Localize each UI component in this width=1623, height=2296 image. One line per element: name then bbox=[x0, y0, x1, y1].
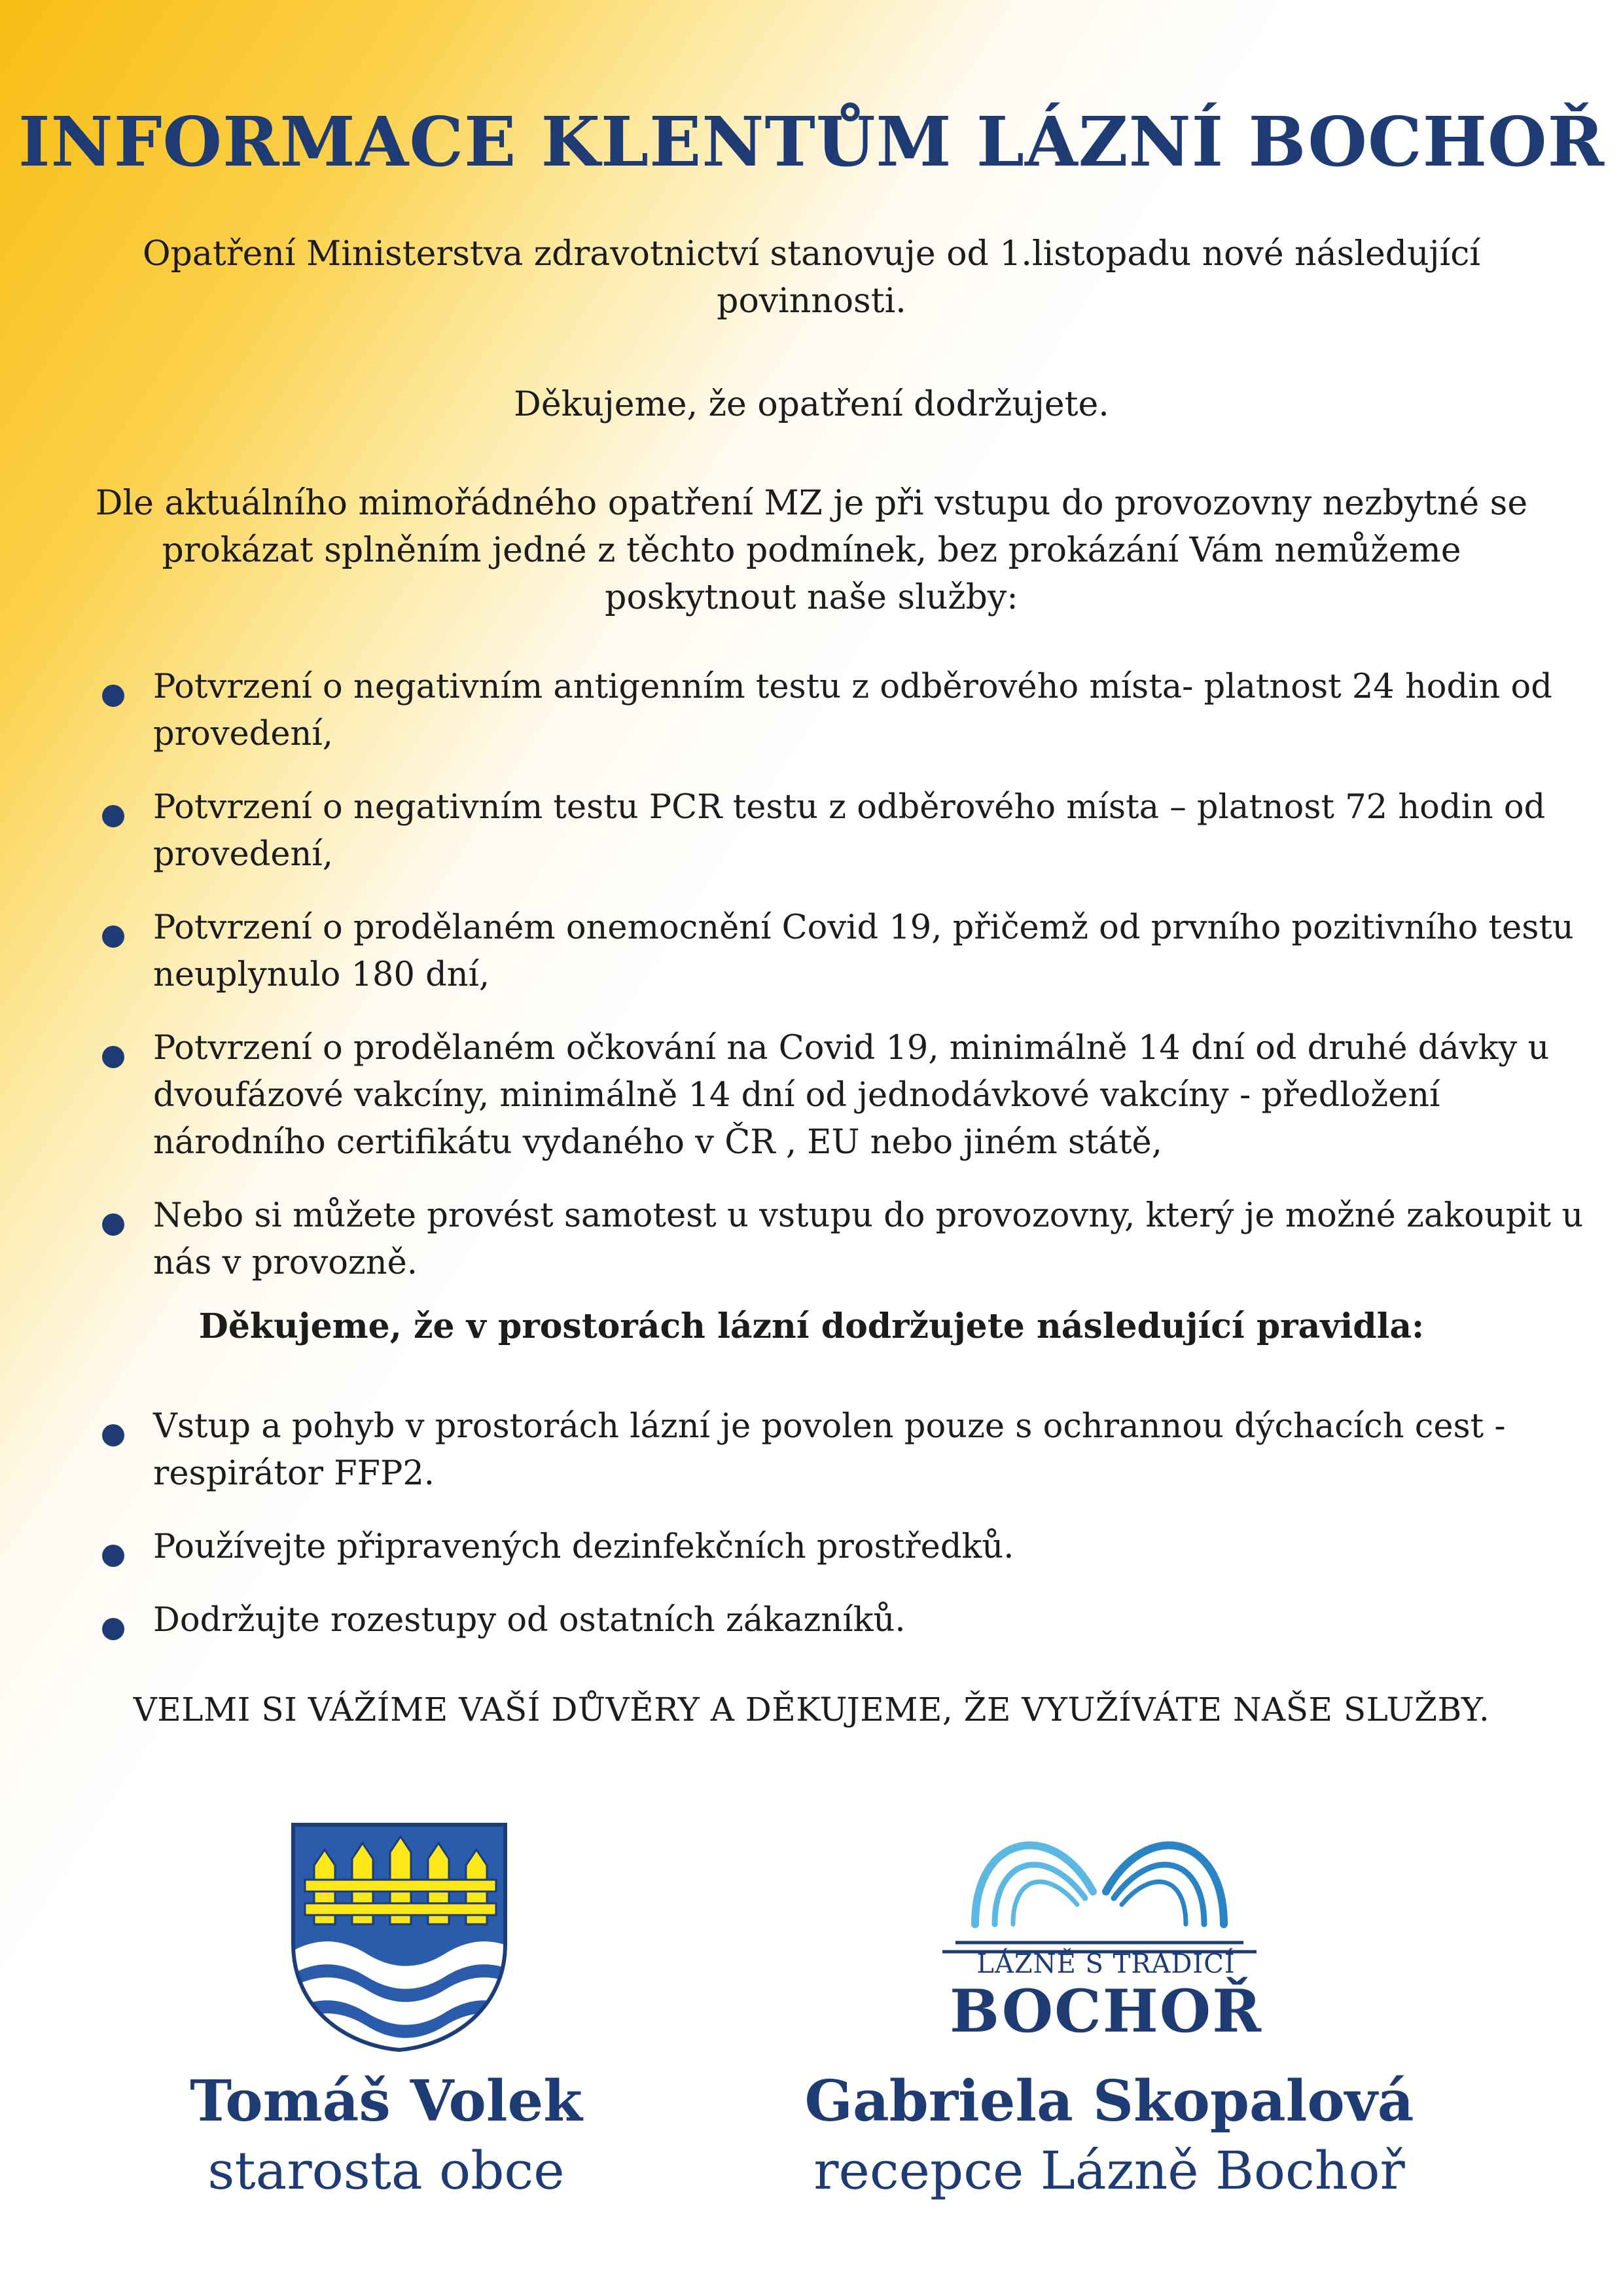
brand-name: BOCHOŘ bbox=[950, 1977, 1262, 2046]
bullet-dot-icon bbox=[102, 805, 124, 827]
brand-tagline: LÁZNĚ S TRADICÍ bbox=[976, 1949, 1236, 1979]
conditions-list bbox=[98, 664, 1584, 1313]
bullet-dot-icon bbox=[102, 1046, 124, 1068]
rules-heading: Děkujeme, že v prostorách lázní dodržujete následující pravidla: bbox=[198, 1306, 1425, 1346]
signature-role-left: starosta obce bbox=[207, 2140, 565, 2201]
list-item bbox=[98, 1403, 1584, 1498]
list-item-text: Potvrzení o prodělaném očkování na Covid 19, minimálně 14 dní od druhé dávky u dvoufázové vakcíny, minimálně 14 dní od jednodávkové vakcíny - předložení národního certifikátu vydaného v ČR , EU nebo jiném státě, bbox=[153, 1029, 1550, 1162]
intro-paragraph-3: Dle aktuálního mimořádného opatření MZ je při vstupu do provozovny nezbytné se prokázat splněním jedné z těchto podmínek, bez prokázání Vám nemůžeme poskytnout naše služby: bbox=[95, 484, 1528, 617]
list-item-text: Vstup a pohyb v prostorách lázní je povolen pouze s ochrannou dýchacích cest - respirátor FFP2. bbox=[153, 1407, 1506, 1493]
list-item bbox=[98, 664, 1584, 758]
signature-name-right: Gabriela Skopalová bbox=[804, 2068, 1414, 2134]
page-title: INFORMACE KLENTŮM LÁZNÍ BOCHOŘ bbox=[18, 101, 1605, 182]
bullet-dot-icon bbox=[102, 1213, 124, 1236]
list-item bbox=[98, 784, 1584, 878]
list-item-text: Potvrzení o negativním testu PCR testu z odběrového místa – platnost 72 hodin od provedení, bbox=[153, 788, 1546, 874]
intro-paragraph-2: Děkujeme, že opatření dodržujete. bbox=[514, 385, 1109, 424]
list-item-text: Potvrzení o prodělaném onemocnění Covid 19, přičemž od prvního pozitivního testu neuplynulo 180 dní, bbox=[153, 908, 1574, 994]
bullet-dot-icon bbox=[102, 925, 124, 948]
list-item bbox=[98, 1524, 1584, 1571]
closing-statement: VELMI SI VÁŽÍME VAŠÍ DŮVĚRY A DĚKUJEME, ŽE VYUŽÍVÁTE NAŠE SLUŽBY. bbox=[133, 1691, 1490, 1729]
signature-name-left: Tomáš Volek bbox=[190, 2068, 582, 2134]
list-item-text: Používejte připravených dezinfekčních prostředků. bbox=[153, 1528, 1014, 1566]
municipal-coat-of-arms-icon bbox=[288, 1820, 510, 2055]
list-item bbox=[98, 1193, 1584, 1287]
list-item bbox=[98, 905, 1584, 999]
list-item bbox=[98, 1025, 1584, 1166]
bullet-dot-icon bbox=[102, 1545, 124, 1567]
list-item-text: Nebo si můžete provést samotest u vstupu do provozovny, který je možné zakoupit u nás v provozně. bbox=[153, 1196, 1584, 1282]
signature-role-right: recepce Lázně Bochoř bbox=[813, 2140, 1405, 2201]
list-item bbox=[98, 1597, 1584, 1644]
list-item-text: Potvrzení o negativním antigenním testu z odběrového místa- platnost 24 hodin od provedení, bbox=[153, 668, 1552, 753]
bullet-dot-icon bbox=[102, 1618, 124, 1640]
rules-list bbox=[98, 1403, 1584, 1670]
bullet-dot-icon bbox=[102, 685, 124, 707]
intro-paragraph-1: Opatření Ministerstva zdravotnictví stanovuje od 1.listopadu nové následující povinnosti. bbox=[142, 234, 1481, 321]
list-item-text: Dodržujte rozestupy od ostatních zákazníků. bbox=[153, 1601, 906, 1640]
bullet-dot-icon bbox=[102, 1424, 124, 1446]
